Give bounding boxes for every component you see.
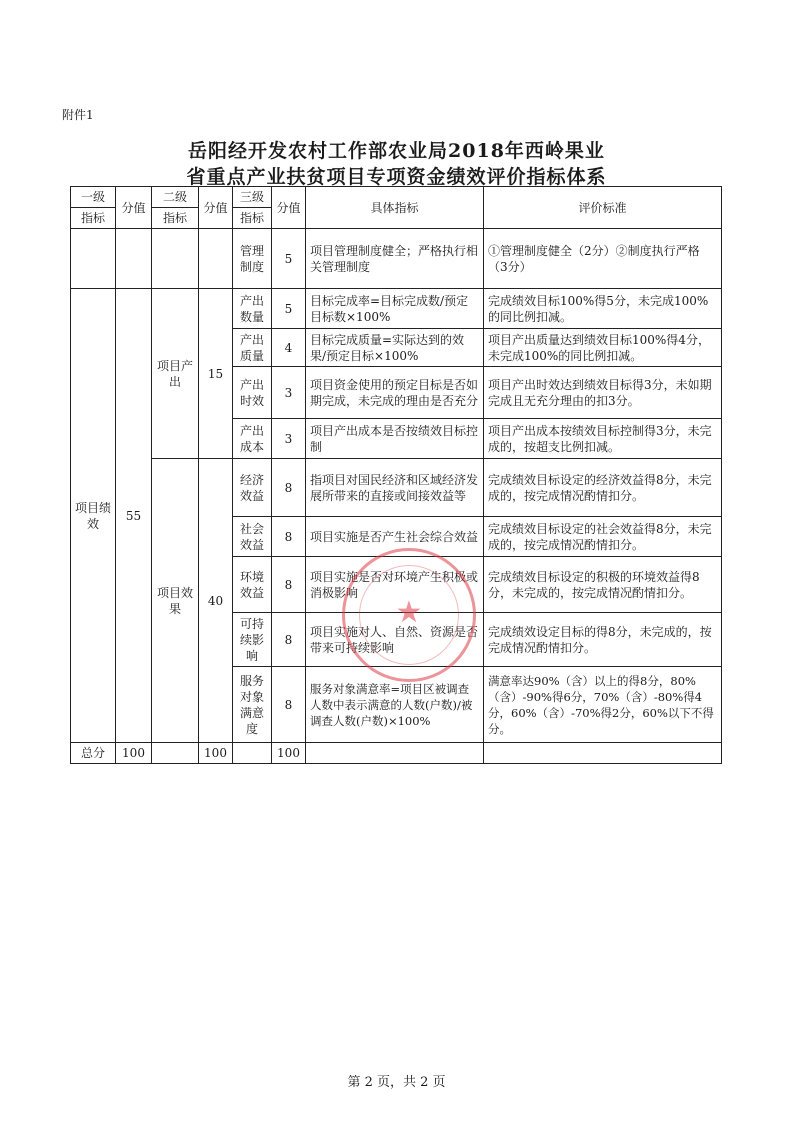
level3-score: 8: [272, 517, 306, 557]
header-level1-top: 一级: [71, 187, 116, 208]
evaluation-standard: 完成绩效目标设定的经济效益得8分，未完成的，按完成情况酌情扣分。: [484, 459, 722, 517]
empty-cell: [152, 229, 199, 289]
specific-indicator: 项目产出成本是否按绩效目标控制: [306, 419, 484, 459]
official-seal-stamp: [342, 548, 476, 682]
header-score-2: 分值: [199, 187, 233, 229]
level3-score: 5: [272, 289, 306, 329]
total-score-level1: 100: [116, 743, 152, 764]
level3-score: 8: [272, 557, 306, 613]
specific-indicator: 目标完成率=目标完成数/预定目标数×100%: [306, 289, 484, 329]
evaluation-standard: ①管理制度健全（2分）②制度执行严格（3分）: [484, 229, 722, 289]
evaluation-standard: 满意率达90%（含）以上的得8分，80%（含）-90%得6分，70%（含）-80%得4分，60%（含）-70%得2分，60%以下不得分。: [484, 667, 722, 743]
level3-name: 经济效益: [233, 459, 272, 517]
empty-cell: [306, 743, 484, 764]
specific-indicator: 项目管理制度健全；严格执行相关管理制度: [306, 229, 484, 289]
level3-name: 管理制度: [233, 229, 272, 289]
level3-name: 产出质量: [233, 329, 272, 367]
level3-name: 产出成本: [233, 419, 272, 459]
empty-cell: [116, 229, 152, 289]
seal-star-icon: ★: [395, 595, 423, 630]
document-title-line2: 省重点产业扶贫项目专项资金绩效评价指标体系: [186, 166, 607, 188]
level3-name: 可持续影响: [233, 613, 272, 667]
evaluation-standard: 完成绩效目标设定的社会效益得8分，未完成的，按完成情况酌情扣分。: [484, 517, 722, 557]
specific-indicator: 服务对象满意率=项目区被调查人数中表示满意的人数(户数)/被调查人数(户数)×100%: [306, 667, 484, 743]
specific-indicator: 项目实施对人、自然、资源是否带来可持续影响: [306, 613, 484, 667]
level3-name: 产出时效: [233, 367, 272, 419]
header-score-3: 分值: [272, 187, 306, 229]
header-level2-top: 二级: [152, 187, 199, 208]
level3-score: 3: [272, 367, 306, 419]
level3-score: 4: [272, 329, 306, 367]
evaluation-standard: 项目产出质量达到绩效目标100%得4分，未完成100%的同比例扣减。: [484, 329, 722, 367]
empty-cell: [233, 743, 272, 764]
total-score-level3: 100: [272, 743, 306, 764]
header-level3-top: 三级: [233, 187, 272, 208]
specific-indicator: 项目实施是否产生社会综合效益: [306, 517, 484, 557]
level3-name: 环境效益: [233, 557, 272, 613]
level2-name-effect: 项目效果: [152, 459, 199, 743]
level2-name-output: 项目产出: [152, 289, 199, 459]
evaluation-standard: 完成绩效目标设定的积极的环境效益得8分，未完成的，按完成情况酌情扣分。: [484, 557, 722, 613]
evaluation-standard: 完成绩效设定目标的得8分，未完成的，按完成情况酌情扣分。: [484, 613, 722, 667]
header-specific: 具体指标: [306, 187, 484, 229]
page-footer: 第 2 页，共 2 页: [347, 1075, 446, 1090]
specific-indicator: 指项目对国民经济和区域经济发展所带来的直接或间接效益等: [306, 459, 484, 517]
empty-cell: [484, 743, 722, 764]
level3-score: 5: [272, 229, 306, 289]
header-level1-bottom: 指标: [71, 208, 116, 229]
empty-cell: [152, 743, 199, 764]
evaluation-standard: 项目产出时效达到绩效目标得3分，未如期完成且无充分理由的扣3分。: [484, 367, 722, 419]
total-row: [71, 743, 722, 764]
level3-name: 服务对象满意度: [233, 667, 272, 743]
evaluation-standard: 项目产出成本按绩效目标控制得3分，未完成的，按超支比例扣减。: [484, 419, 722, 459]
level3-score: 8: [272, 459, 306, 517]
header-standard: 评价标准: [484, 187, 722, 229]
document-title-line1: 岳阳经开发农村工作部农业局2018年西岭果业: [188, 140, 605, 162]
level1-name: 项目绩效: [71, 289, 116, 743]
empty-cell: [71, 229, 116, 289]
annex-label: 附件1: [62, 108, 94, 122]
level3-score: 8: [272, 613, 306, 667]
header-score-1: 分值: [116, 187, 152, 229]
total-score-level2: 100: [199, 743, 233, 764]
level3-score: 8: [272, 667, 306, 743]
level3-score: 3: [272, 419, 306, 459]
specific-indicator: 项目实施是否对环境产生积极或消极影响: [306, 557, 484, 613]
level1-score: 55: [116, 289, 152, 743]
level3-name: 产出数量: [233, 289, 272, 329]
header-level3-bottom: 指标: [233, 208, 272, 229]
level2-score-output: 15: [199, 289, 233, 459]
specific-indicator: 目标完成质量=实际达到的效果/预定目标×100%: [306, 329, 484, 367]
empty-cell: [199, 229, 233, 289]
header-level2-bottom: 指标: [152, 208, 199, 229]
table-row: [71, 459, 722, 517]
table-row: [71, 229, 722, 289]
table-row: [71, 289, 722, 329]
level2-score-effect: 40: [199, 459, 233, 743]
specific-indicator: 项目资金使用的预定目标是否如期完成，未完成的理由是否充分: [306, 367, 484, 419]
level3-name: 社会效益: [233, 517, 272, 557]
total-label: 总分: [71, 743, 116, 764]
evaluation-standard: 完成绩效目标100%得5分，未完成100%的同比例扣减。: [484, 289, 722, 329]
